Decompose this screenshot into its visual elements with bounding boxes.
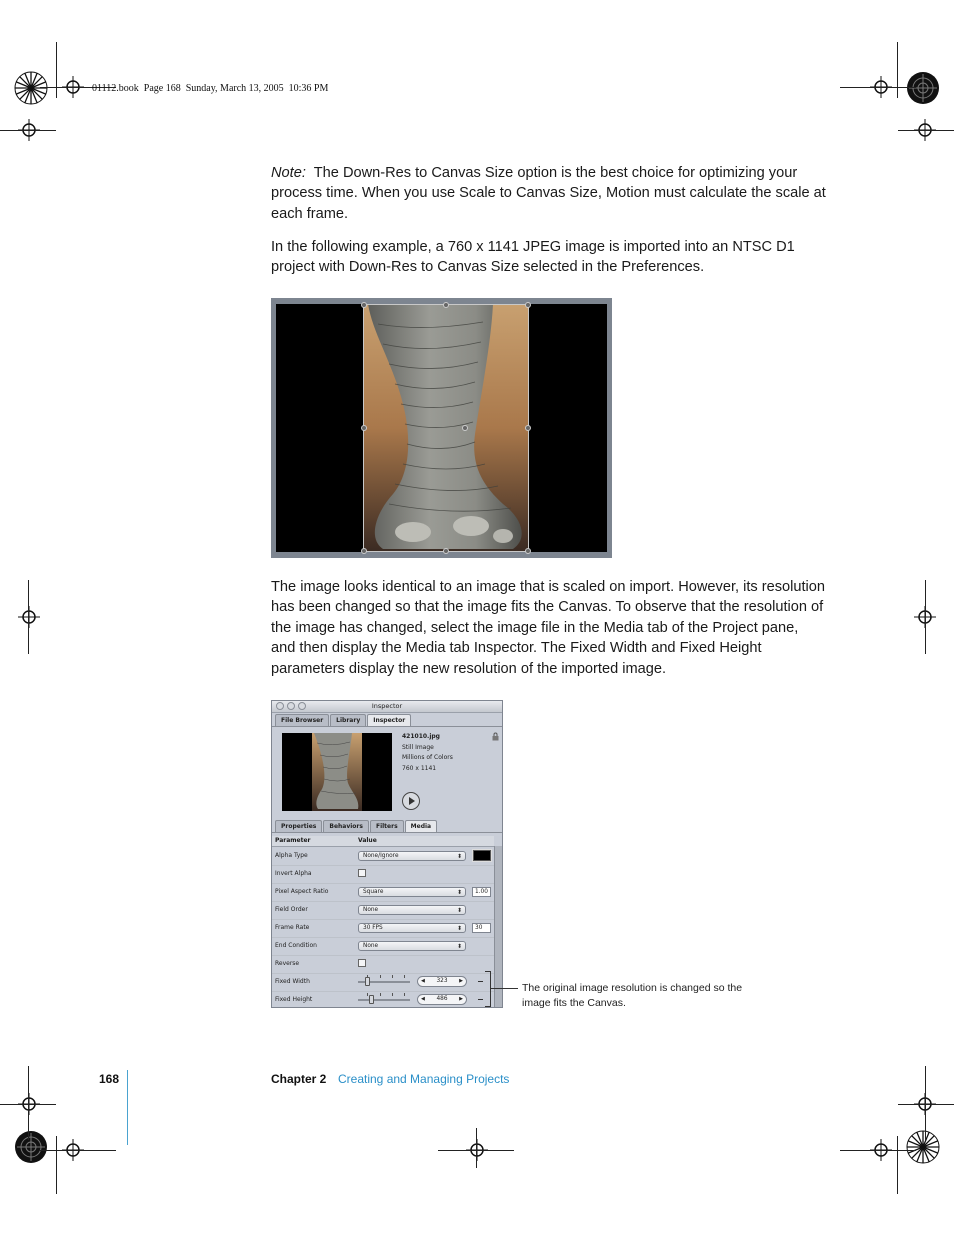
file-colors: Millions of Colors [402,754,453,761]
param-row-pixel-aspect-ratio [272,883,494,902]
end-condition-popup[interactable]: None ⬍ [358,941,466,951]
inspector-title: Inspector [371,702,403,710]
param-row-frame-rate [272,919,494,938]
increment-arrow-icon[interactable]: ▶ [459,978,463,984]
tab-library[interactable]: Library [330,714,366,726]
param-row-reverse [272,955,494,974]
media-info [402,732,453,774]
registration-target-icon [14,1130,48,1164]
preview-image [312,733,362,811]
alpha-type-popup[interactable]: None/Ignore ⬍ [358,851,466,861]
slider-tick [367,993,368,996]
divider [272,726,502,727]
file-name: 421010.jpg [402,733,440,740]
increment-arrow-icon[interactable]: ▶ [459,996,463,1002]
param-label: Fixed Height [275,996,313,1003]
chapter-label: Chapter 2 [271,1072,327,1086]
note-paragraph [271,163,826,224]
selection-bounding-box[interactable] [363,304,529,552]
inspector-window [271,700,503,1008]
fixed-width-stepper[interactable] [417,976,467,987]
param-label: Invert Alpha [275,870,312,877]
crop-line [897,1136,898,1194]
tab-file-browser[interactable]: File Browser [275,714,329,726]
lock-icon[interactable] [491,732,500,741]
note-text: The Down-Res to Canvas Size option is the best choice for optimizing your process time. When you use Scale to Canvas Size, Motion must calculate the scale at each frame. [271,165,826,222]
field-order-popup[interactable]: None ⬍ [358,905,466,915]
note-lead: Note: [271,165,306,181]
frame-rate-field[interactable]: 30 [472,923,491,933]
top-tab-bar [275,714,412,726]
resize-handle[interactable] [525,425,531,431]
param-row-fixed-height [272,991,494,1008]
explanation-paragraph: The image looks identical to an image that is scaled on import. However, its resolution has been changed so that the image fits the Canvas. To observe that the resolution of the image has changed, select the image file in the Media tab of the Project pane, and then display the Media tab Inspector. The Fixed Width and Fixed Height parameters display the new resolution of the imported image. [271,579,826,677]
param-row-invert-alpha [272,865,494,884]
tab-behaviors[interactable]: Behaviors [323,820,369,832]
resize-handle[interactable] [443,302,449,308]
crop-line [0,130,56,131]
slider-knob[interactable] [365,977,370,986]
color-well[interactable] [473,850,491,861]
parameter-table-header [272,836,494,847]
crop-line [898,130,954,131]
invert-alpha-checkbox[interactable] [358,869,366,877]
page-number: 168 [99,1072,120,1086]
pixel-aspect-popup[interactable]: Square ⬍ [358,887,466,897]
resize-handle[interactable] [361,302,367,308]
param-row-fixed-width [272,973,494,992]
decrement-arrow-icon[interactable]: ◀ [421,978,425,984]
param-label: Pixel Aspect Ratio [275,888,329,895]
resize-handle[interactable] [361,425,367,431]
keyframe-dash-icon[interactable] [478,999,483,1000]
example-paragraph: In the following example, a 760 x 1141 JPEG image is imported into an NTSC D1 project with Down-Res to Canvas Size selected in the Preferences. [271,239,795,276]
slider-tick [392,993,393,996]
file-type: Still Image [402,743,434,751]
fixed-width-value[interactable]: 323 [436,978,448,984]
fixed-height-value[interactable]: 486 [436,996,448,1002]
crop-line [28,580,29,654]
param-label: Field Order [275,906,308,913]
play-button[interactable] [402,792,420,810]
crop-line [56,42,57,98]
slider-knob[interactable] [369,995,374,1004]
crop-line [898,1104,954,1105]
fixed-width-slider[interactable] [358,981,410,983]
canvas-figure [271,298,612,558]
file-resolution: 760 x 1141 [402,764,437,772]
param-row-alpha-type [272,847,494,866]
tab-filters[interactable]: Filters [370,820,404,832]
decrement-arrow-icon[interactable]: ◀ [421,996,425,1002]
crop-line [925,1066,926,1140]
print-header: 01112.book Page 168 Sunday, March 13, 2005 10:36 PM [92,83,329,94]
slider-tick [380,993,381,996]
scrollbar[interactable] [494,846,503,1008]
param-label: Reverse [275,960,300,967]
reverse-checkbox[interactable] [358,959,366,967]
resize-handle[interactable] [443,548,449,554]
canvas-viewport [276,304,607,552]
tab-media[interactable]: Media [405,820,437,832]
tab-inspector[interactable]: Inspector [367,714,411,726]
frame-rate-popup[interactable]: 30 FPS ⬍ [358,923,466,933]
resize-handle[interactable] [525,302,531,308]
slider-tick [392,975,393,978]
callout-text: The original image resolution is changed so the image fits the Canvas. [522,982,743,1009]
inspector-titlebar [272,701,502,713]
keyframe-dash-icon[interactable] [478,981,483,982]
resize-handle[interactable] [525,548,531,554]
slider-tick [404,975,405,978]
param-label: Fixed Width [275,978,310,985]
param-label: Frame Rate [275,924,310,931]
crop-line [0,1104,56,1105]
crop-line [476,1128,477,1168]
param-row-field-order [272,901,494,920]
crop-line [40,1150,116,1151]
registration-starburst-icon [14,71,48,105]
resize-handle[interactable] [361,548,367,554]
tab-properties[interactable]: Properties [275,820,322,832]
param-label: Alpha Type [275,852,308,859]
column-header-value: Value [358,837,377,844]
callout-bracket [485,971,491,1007]
anchor-point[interactable] [462,425,468,431]
column-header-parameter: Parameter [275,837,311,844]
media-preview [282,733,392,811]
registration-starburst-icon [906,1130,940,1164]
divider [272,832,502,833]
param-label: End Condition [275,942,317,949]
registration-target-icon [906,71,940,105]
crop-line [56,1136,57,1194]
crop-line [840,1150,916,1151]
crop-line [840,87,916,88]
slider-tick [380,975,381,978]
slider-tick [404,993,405,996]
crop-line [925,580,926,654]
footer-rule [127,1070,128,1145]
fixed-height-stepper[interactable] [417,994,467,1005]
fixed-height-slider[interactable] [358,999,410,1001]
crosshair-icon [18,606,40,628]
pixel-aspect-field[interactable]: 1.00 [472,887,491,897]
inspector-tab-bar [275,820,438,832]
param-row-end-condition [272,937,494,956]
crop-line [897,42,898,98]
chapter-title-link[interactable]: Creating and Managing Projects [338,1072,510,1086]
crop-line [28,1066,29,1140]
callout-line [490,988,518,989]
